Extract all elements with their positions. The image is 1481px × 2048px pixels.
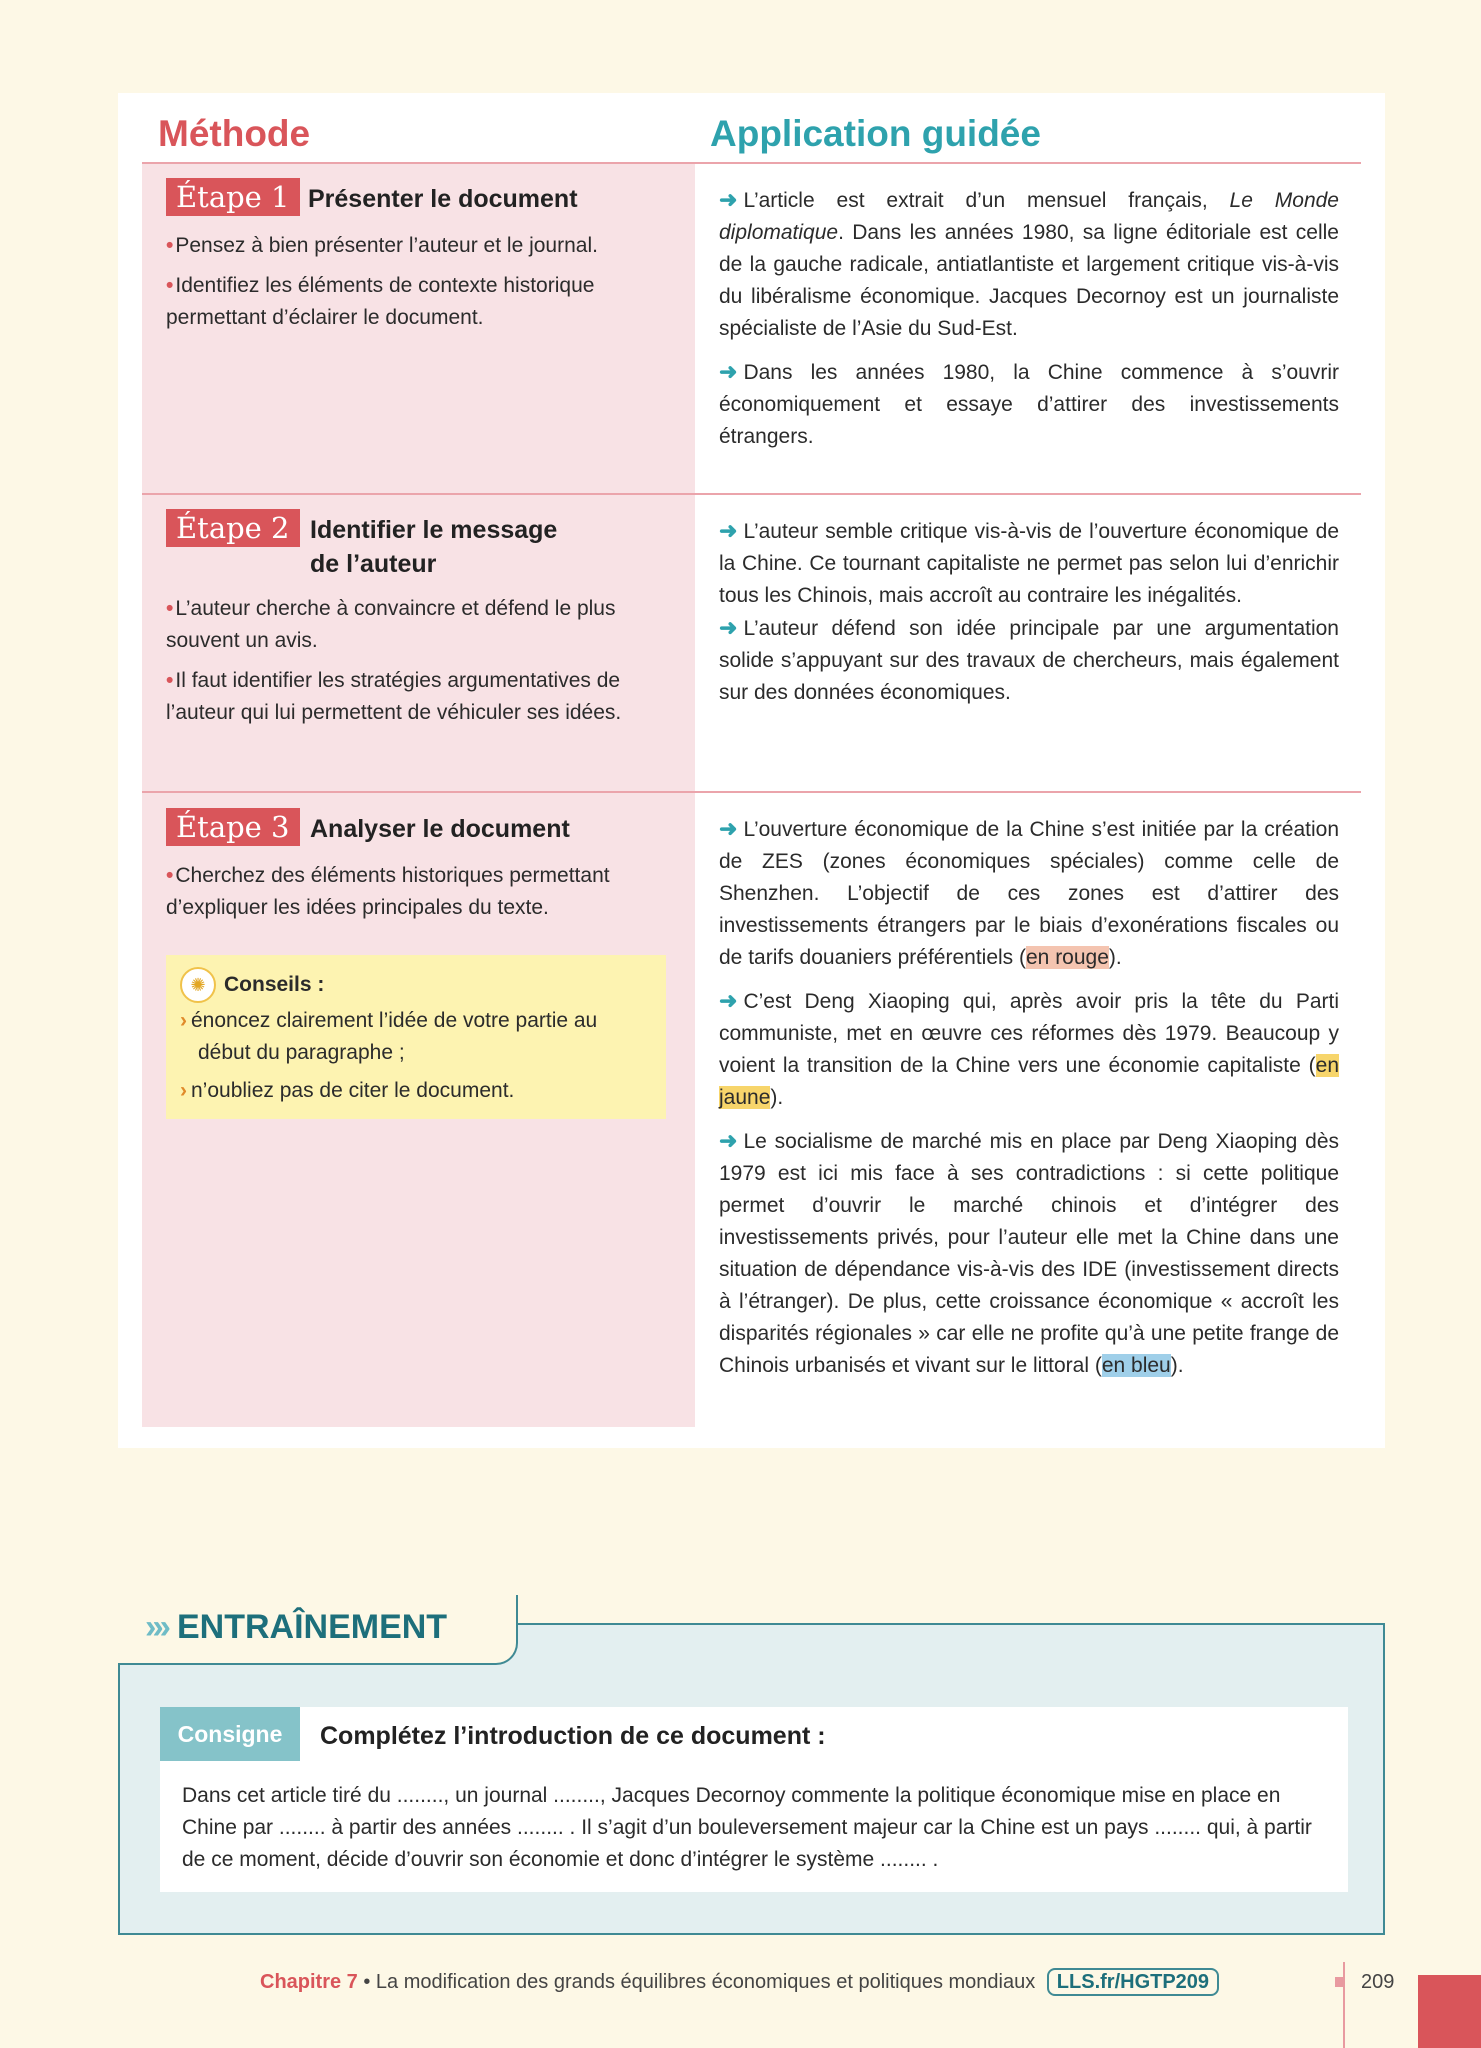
conseil-item: › énoncez clairement l’idée de votre partie au début du paragraphe ; [180,1009,598,1064]
method-column [142,163,695,1427]
arrow-right-icon: ➜ [719,615,738,640]
footer [260,1968,1219,1996]
divider-step2 [142,493,1361,495]
step-2 [166,509,686,737]
conseils-box [166,955,666,1119]
application-step-3 [719,813,1339,1393]
bullet-item: •Cherchez des éléments historiques permettant d’expliquer les idées principales du texte. [166,864,610,919]
lls-link[interactable]: LLS.fr/HGTP209 [1047,1968,1219,1996]
bullet-item: •Identifiez les éléments de contexte historique permettant d’éclairer le document. [166,274,595,329]
consigne-badge: Consigne [160,1707,300,1761]
triple-chevron-icon: ››› [145,1608,167,1646]
lightbulb-icon: ✺ [180,967,216,1003]
bullet-dot: • [166,597,174,620]
page-number: 209 [1361,1971,1395,1993]
app-paragraph: ➜ L’article est extrait d’un mensuel français, Le Monde diplomatique. Dans les années 1980, sa ligne éditoriale est celle de la gauche radicale, antiatlantiste et largement critique vis-à-vis du libéralisme économique. Jacques Decornoy est un journaliste spécialiste de l’Asie du Sud-Est. [719,187,1339,340]
chevron-right-icon: › [180,1009,187,1032]
arrow-right-icon: ➜ [719,359,738,384]
bullet-item: •L’auteur cherche à convaincre et défend le plus souvent un avis. [166,597,616,652]
step-bullets [166,860,686,924]
highlight-yellow: en jaune [719,1054,1339,1109]
bullet-dot: • [166,274,174,297]
highlight-red: en rouge [1026,946,1109,969]
footer-marker [1335,1977,1345,1987]
highlight-blue: en bleu [1101,1354,1171,1377]
step-1 [166,178,686,342]
footer-rule [1343,1962,1345,2048]
bullet-dot: • [166,234,174,257]
entrainement-title: ››› ENTRAÎNEMENT [145,1608,448,1646]
application-step-2 [719,515,1339,720]
step-bullets [166,593,686,729]
arrow-right-icon: ➜ [719,1128,738,1153]
conseil-item: › n’oubliez pas de citer le document. [180,1079,515,1102]
chapter-title: • La modification des grands équilibres économiques et politiques mondiaux [363,1971,1036,1993]
bullet-item: •Il faut identifier les stratégies argumentatives de l’auteur qui lui permettent de véhiculer ses idées. [166,669,622,724]
step-title: Analyser le document [310,815,570,843]
app-paragraph: ➜ L’ouverture économique de la Chine s’est initiée par la création de ZES (zones économiques spéciales) comme celle de Shenzhen. L’objectif de ces zones est d’attirer des investissements étrangers par le biais d’exonérations fiscales ou de tarifs douaniers préférentiels (en rouge). [719,816,1339,969]
step-title: Identifier le message de l’auteur [310,516,558,578]
chevron-right-icon: › [180,1079,187,1102]
bullet-item: •Pensez à bien présenter l’auteur et le journal. [166,234,598,257]
step-title: Présenter le document [308,185,578,213]
arrow-right-icon: ➜ [719,988,738,1013]
step-badge: Étape 3 [166,808,300,846]
page-corner-tab [1418,1975,1481,2048]
app-paragraph: ➜ L’auteur semble critique vis-à-vis de l’ouverture économique de la Chine. Ce tournant capitaliste ne permet pas selon lui d’enrichir tous les Chinois, mais accroît au contraire les inégalités. [719,518,1339,607]
bullet-dot: • [166,864,174,887]
application-heading: Application guidée [710,113,1041,154]
step-bullets [166,230,686,334]
bullet-dot: • [166,669,174,692]
arrow-right-icon: ➜ [719,816,738,841]
arrow-right-icon: ➜ [719,187,738,212]
conseils-title: Conseils : [224,973,325,996]
divider-step3 [142,791,1361,793]
app-paragraph: ➜ L’auteur défend son idée principale par une argumentation solide s’appuyant sur des travaux de chercheurs, mais également sur des données économiques. [719,615,1339,704]
methode-heading: Méthode [158,113,311,154]
app-paragraph: ➜ Dans les années 1980, la Chine commence à s’ouvrir économiquement et essaye d’attirer des investissements étrangers. [719,359,1339,448]
chapter-label: Chapitre 7 [260,1971,358,1993]
divider-top [142,162,1361,164]
exercise-text: Dans cet article tiré du ........, un journal ........, Jacques Decornoy commente la politique économique mise en place en Chine par ........ à partir des années ........ . Il s’agit d’un bouleversement majeur car la Chine est un pays ........ qui, à partir de ce moment, décide d’ouvrir son économie et donc d’intégrer le système ........ . [182,1784,1312,1871]
step-badge: Étape 1 [166,178,300,216]
app-paragraph: ➜ Le socialisme de marché mis en place par Deng Xiaoping dès 1979 est ici mis face à ses contradictions : si cette politique permet d’ouvrir le marché chinois et d’intégrer des investissements privés, pour l’auteur elle met la Chine dans une situation de dépendance vis-à-vis des IDE (investissement directs à l’étranger). De plus, cette croissance économique « accroît les disparités régionales » car elle ne profite qu’à une petite frange de Chinois urbanisés et vivant sur le littoral (en bleu). [719,1128,1339,1377]
consigne-text: Complétez l’introduction de ce document : [320,1722,826,1750]
step-badge: Étape 2 [166,509,300,547]
arrow-right-icon: ➜ [719,518,738,543]
app-paragraph: ➜ C’est Deng Xiaoping qui, après avoir pris la tête du Parti communiste, met en œuvre ces réformes dès 1979. Beaucoup y voient la transition de la Chine vers une économie capitaliste (en jaune). [719,988,1339,1109]
application-step-1 [719,184,1339,464]
step-3 [166,808,686,932]
